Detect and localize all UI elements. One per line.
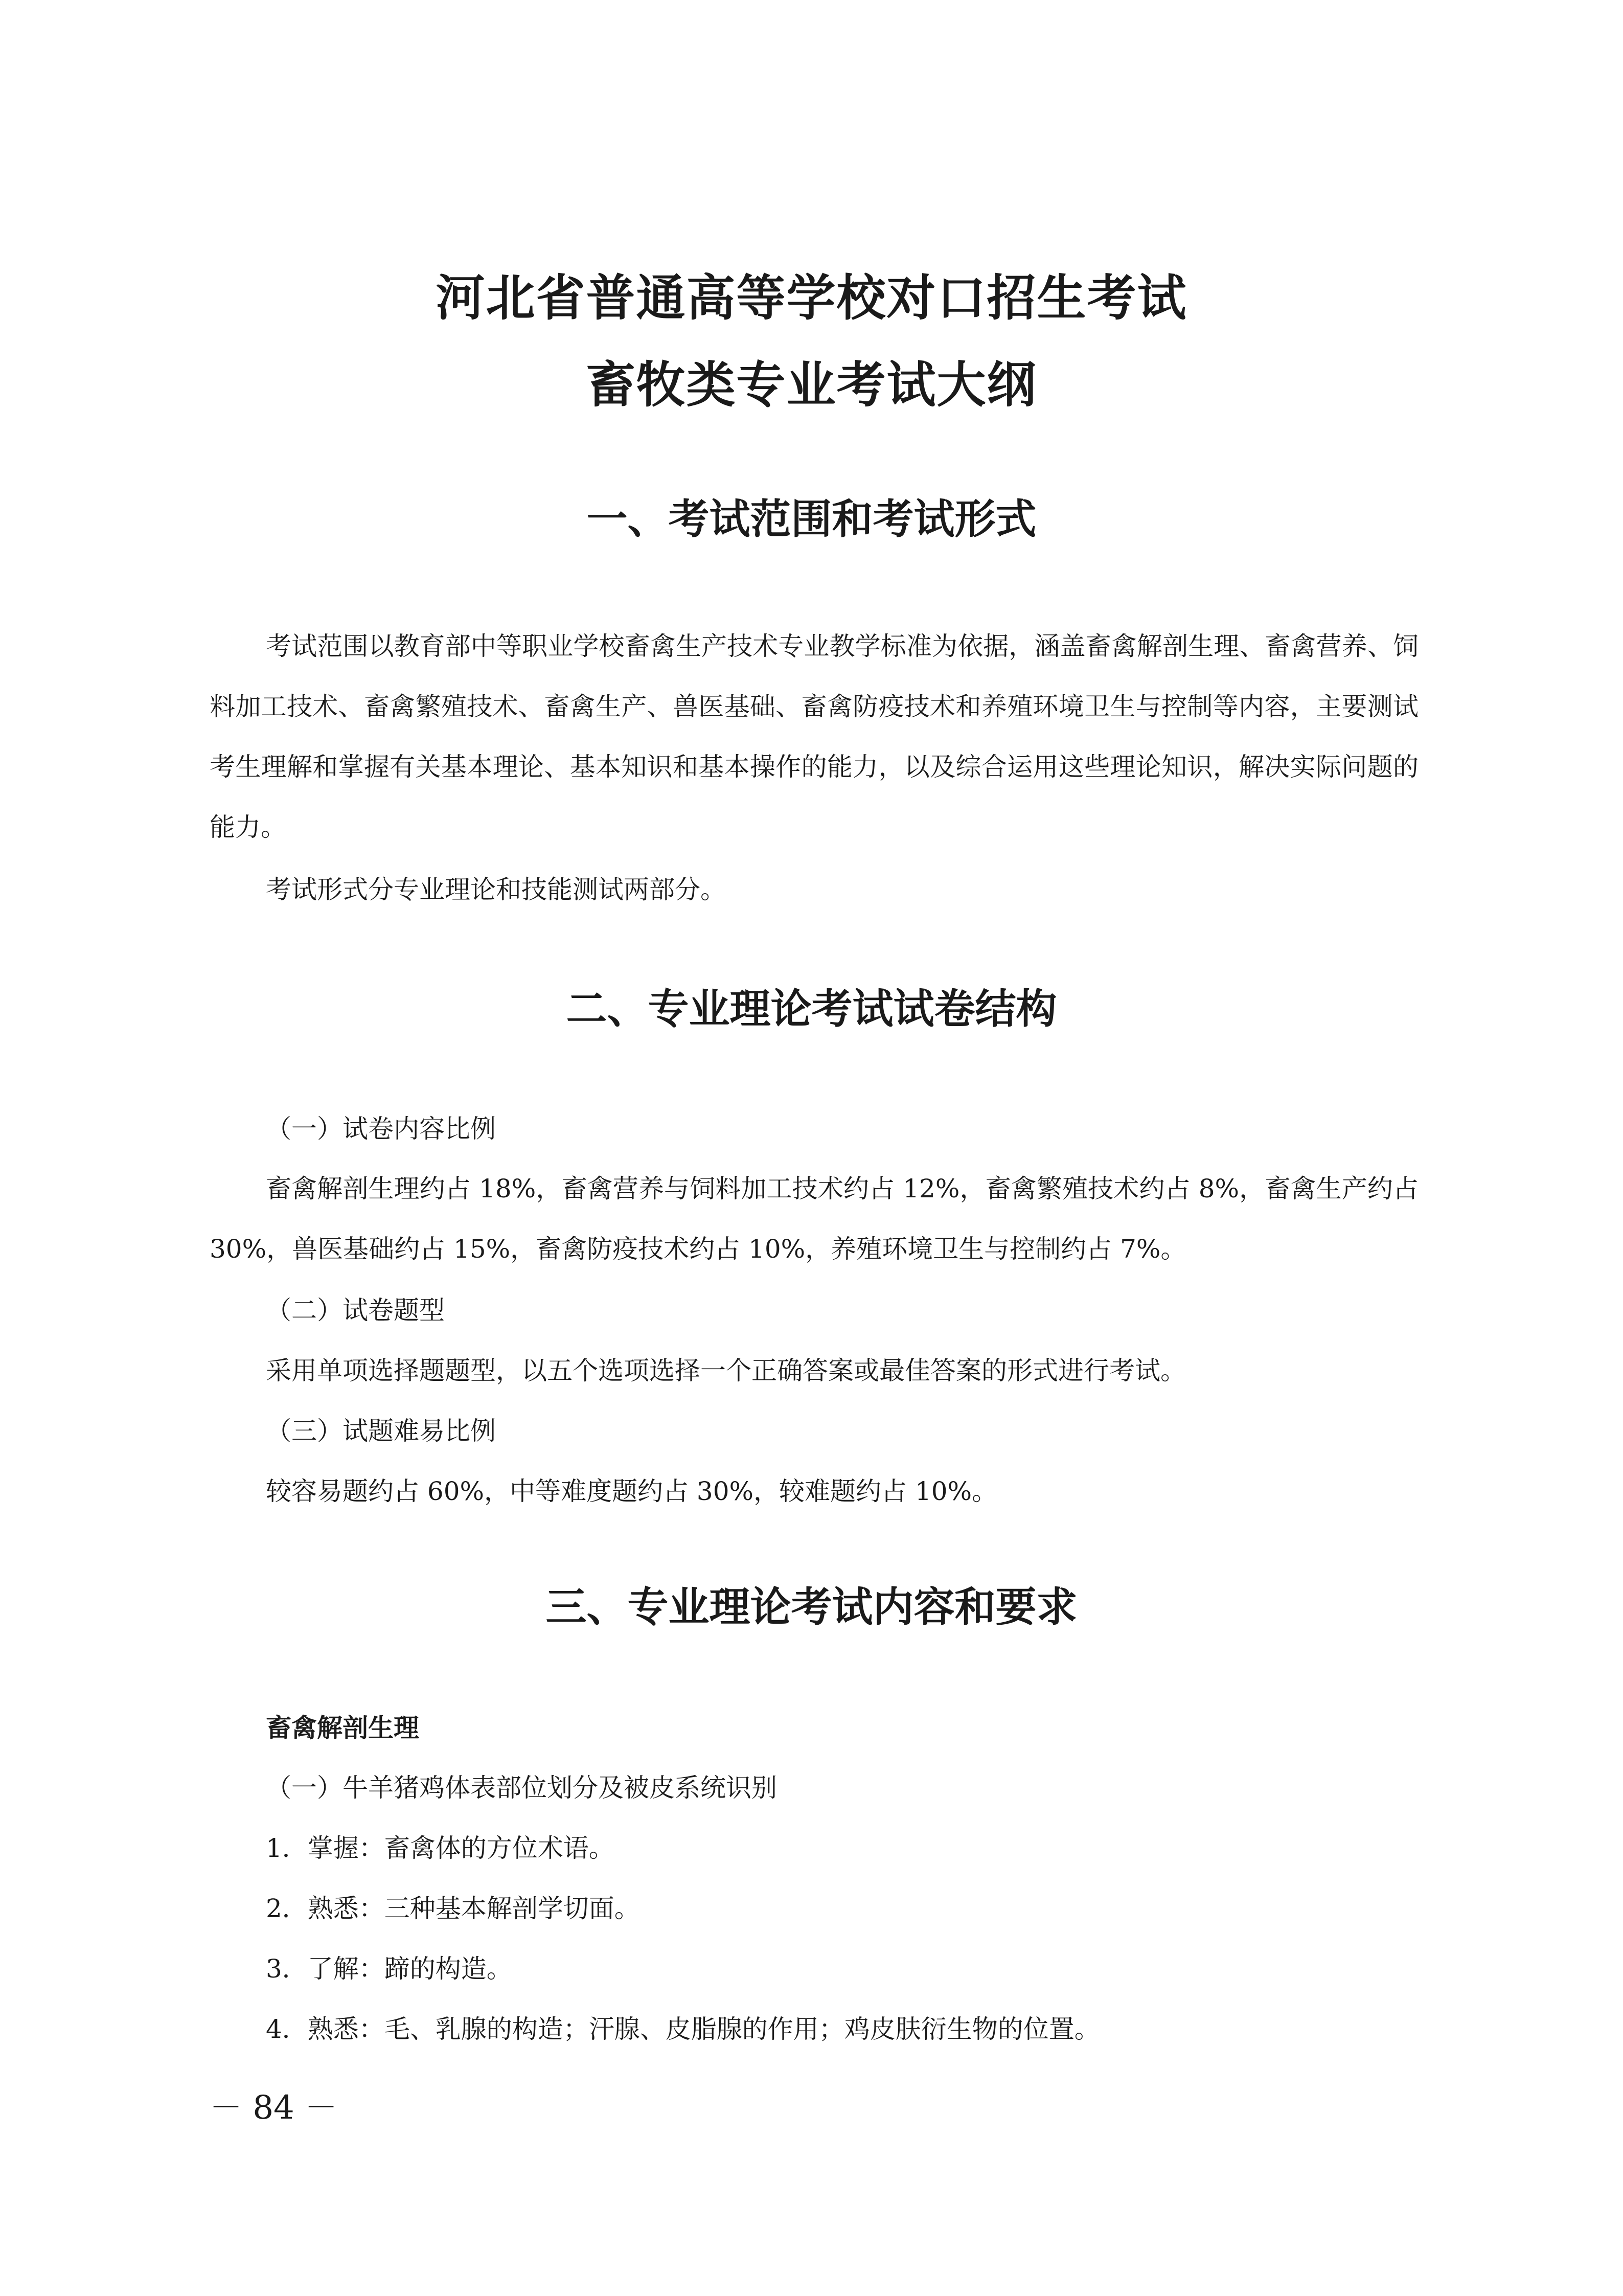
section3-item: 3．了解：蹄的构造。	[266, 1954, 512, 1984]
section2-sub3-text: 较容易题约占 60%，中等难度题约占 30%，较难题约占 10%。	[266, 1476, 998, 1506]
document-title-line1: 河北省普通高等学校对口招生考试	[436, 269, 1187, 327]
document-title-line2: 畜牧类专业考试大纲	[586, 356, 1037, 414]
section2-sub2-text: 采用单项选择题题型，以五个选项选择一个正确答案或最佳答案的形式进行考试。	[266, 1356, 1186, 1385]
section3-heading: 三、专业理论考试内容和要求	[545, 1583, 1078, 1631]
section3-item: 1．掌握：畜禽体的方位术语。	[266, 1833, 614, 1863]
section3-subject-title: 畜禽解剖生理	[266, 1713, 419, 1743]
page-number: － 84 －	[210, 2089, 338, 2127]
section2-sub3-heading: （三）试题难易比例	[266, 1416, 496, 1446]
section1-heading: 一、考试范围和考试形式	[586, 495, 1037, 543]
section2-heading: 二、专业理论考试试卷结构	[566, 985, 1057, 1033]
section3-sub1-heading: （一）牛羊猪鸡体表部位划分及被皮系统识别	[266, 1773, 777, 1803]
section1-paragraph2: 考试形式分专业理论和技能测试两部分。	[266, 875, 726, 904]
section2-sub1-text: 畜禽解剖生理约占 18%，畜禽营养与饲料加工技术约占 12%，畜禽繁殖技术约占 8%，畜禽生产约占 30%，兽医基础约占 15%，畜禽防疫技术约占 10%，养殖环境卫生与控制约占 7%。	[210, 1174, 1419, 1264]
section2-sub2-heading: （二）试卷题型	[266, 1295, 445, 1325]
section3-item: 4．熟悉：毛、乳腺的构造；汗腺、皮脂腺的作用；鸡皮肤衍生物的位置。	[266, 2014, 1100, 2044]
section2-sub1-heading: （一）试卷内容比例	[266, 1114, 496, 1144]
section3-item: 2．熟悉：三种基本解剖学切面。	[266, 1894, 640, 1923]
section1-paragraph1: 考试范围以教育部中等职业学校畜禽生产技术专业教学标准为依据，涵盖畜禽解剖生理、畜禽营养、饲料加工技术、畜禽繁殖技术、畜禽生产、兽医基础、畜禽防疫技术和养殖环境卫生与控制等内容，主要测试考生理解和掌握有关基本理论、基本知识和基本操作的能力，以及综合运用这些理论知识，解决实际问题的能力。	[210, 631, 1419, 842]
